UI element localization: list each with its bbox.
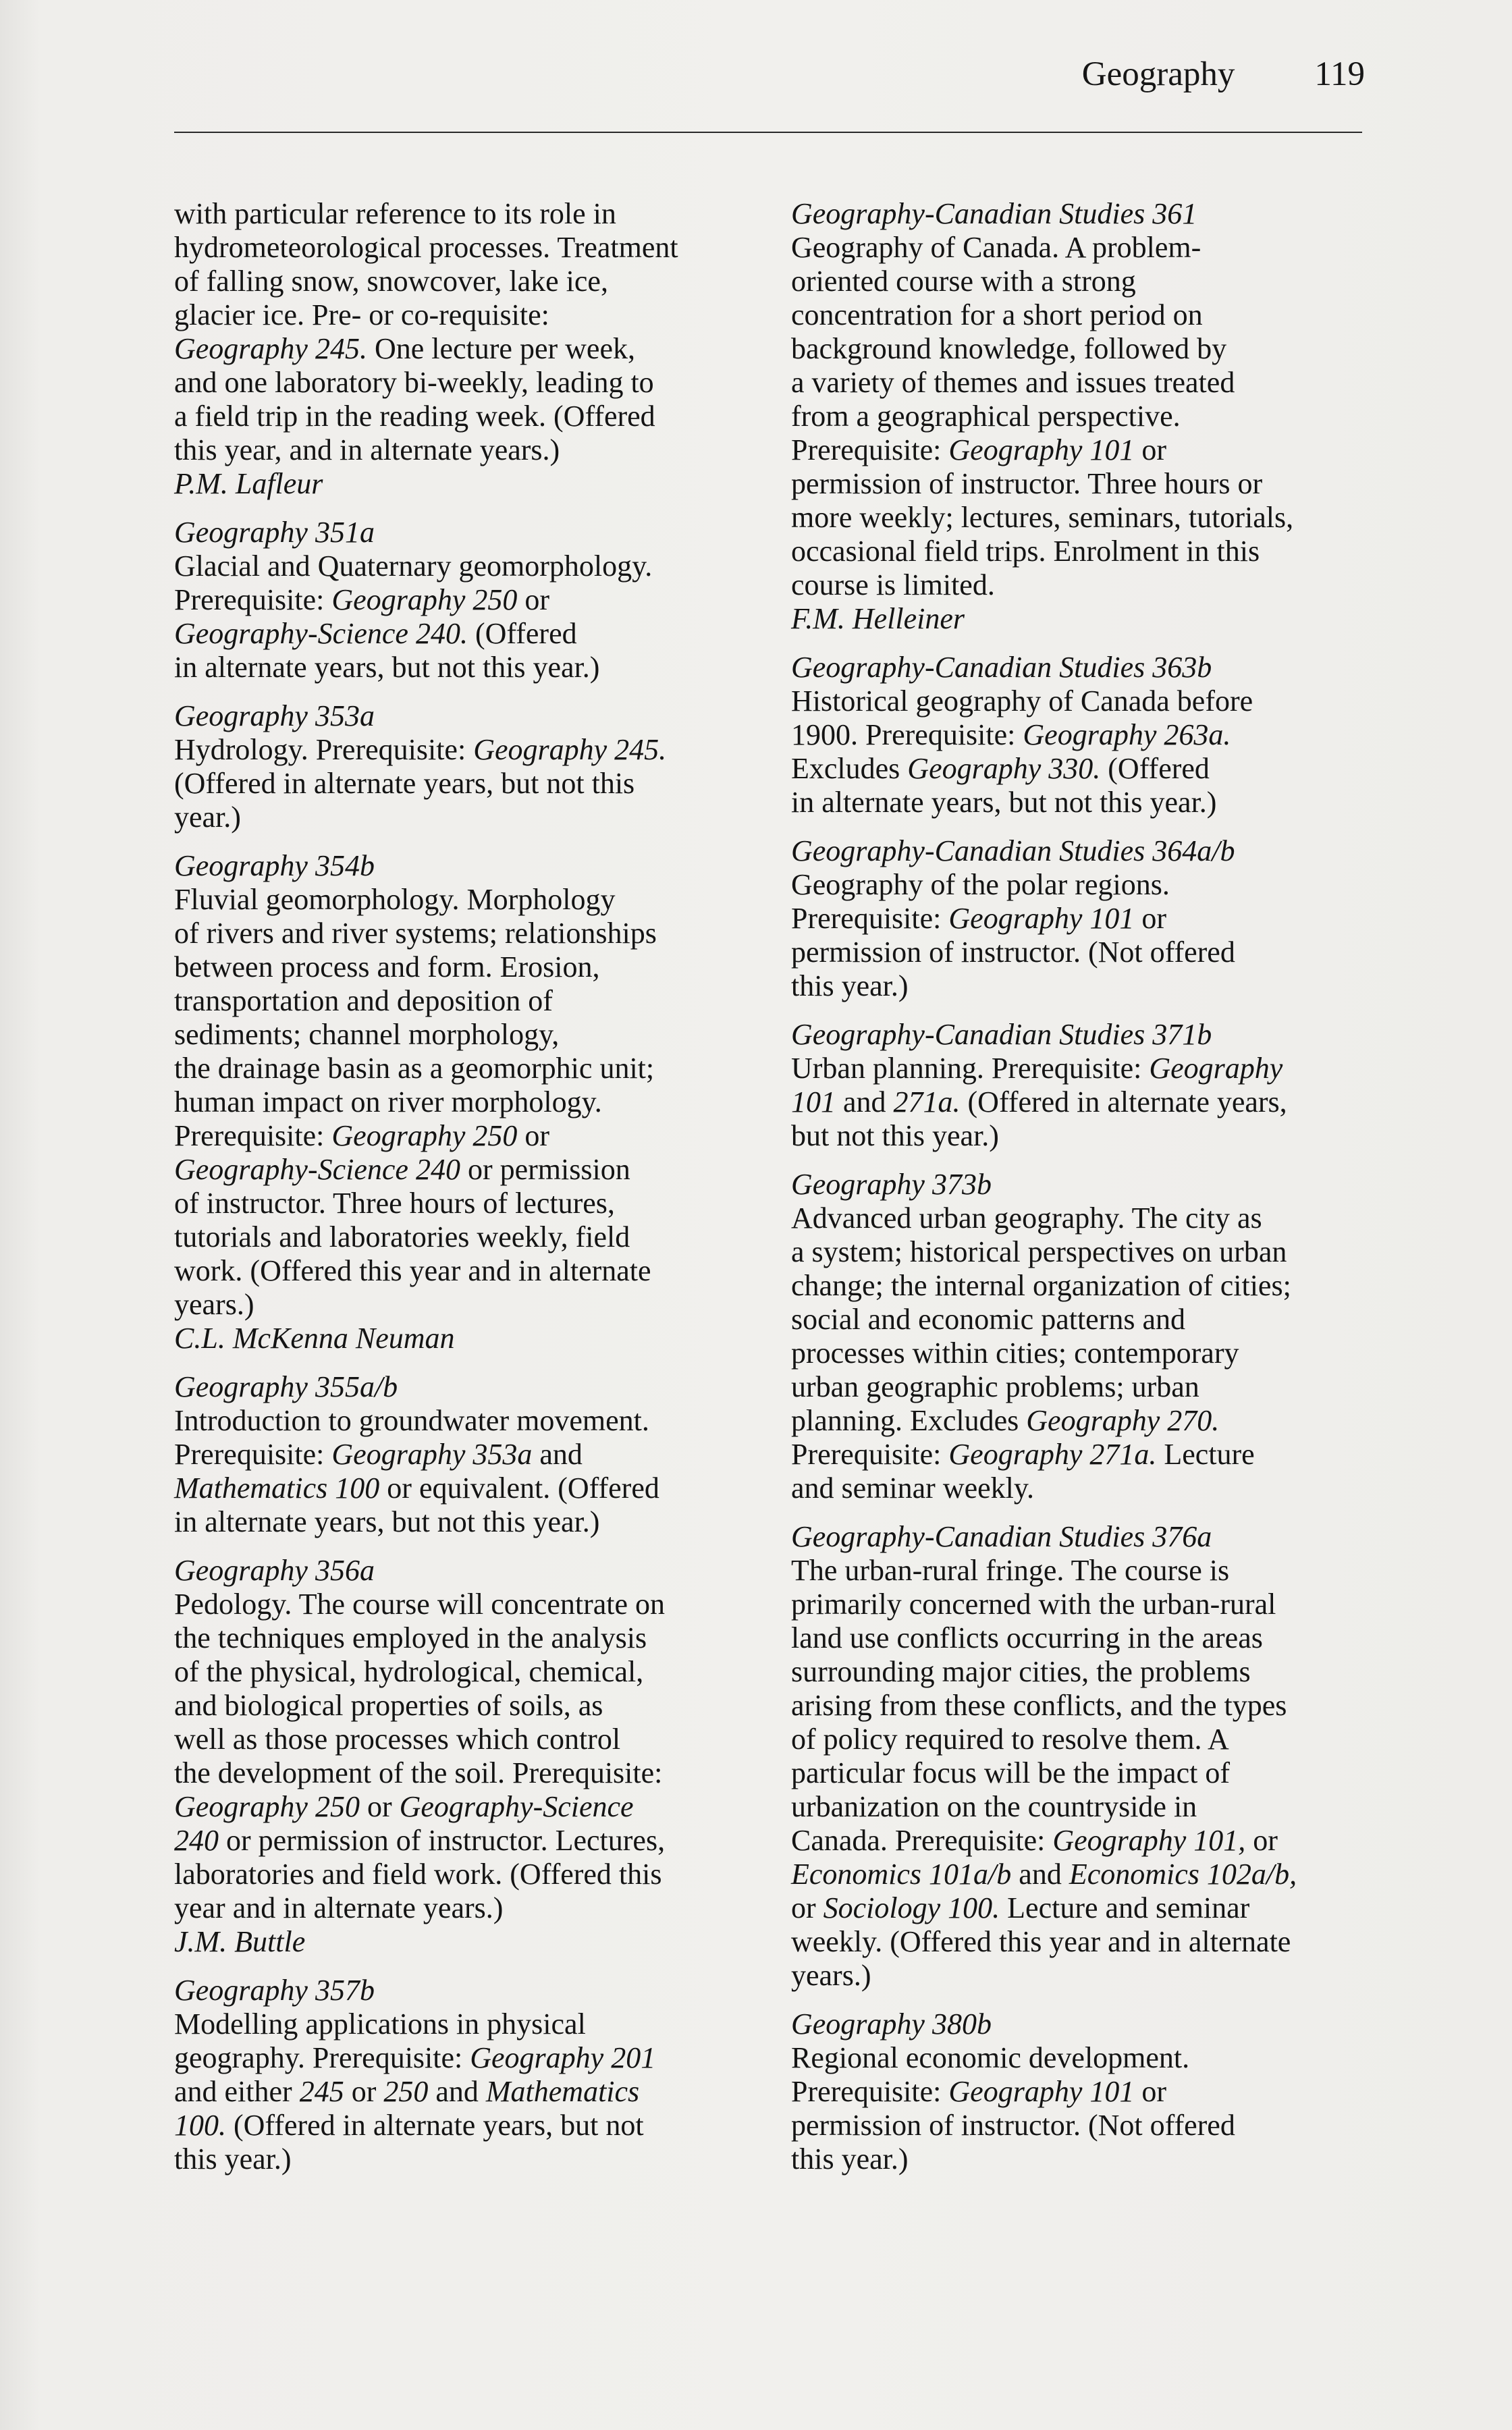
text-run: year.): [174, 801, 241, 834]
description-line: [791, 366, 1372, 400]
description-line: [791, 2109, 1372, 2142]
course-reference: Geography 250: [174, 1790, 360, 1823]
description-line: [791, 684, 1372, 718]
description-line: [174, 767, 755, 801]
course-heading: Geography-Canadian Studies 363b: [791, 651, 1212, 684]
text-run: well as those processes which control: [174, 1723, 621, 1756]
description-line: [791, 1438, 1372, 1472]
description-line: [174, 583, 755, 617]
description-line: [791, 969, 1372, 1003]
course-reference: Geography 245.: [174, 332, 367, 365]
description-line: [174, 1891, 755, 1925]
description-line: [791, 1723, 1372, 1756]
text-run: (Offered in alternate years, but not this: [174, 767, 635, 800]
description-line: [791, 752, 1372, 786]
description-line: [174, 883, 755, 917]
description-line: [791, 936, 1372, 969]
description-line: [174, 1588, 755, 1621]
description-line: [791, 1235, 1372, 1269]
description-line: [791, 400, 1372, 433]
text-run: year and in alternate years.): [174, 1891, 504, 1924]
course-reference: Geography 101,: [1052, 1824, 1246, 1857]
description-line: [174, 1220, 755, 1254]
description-line: [791, 1119, 1372, 1153]
course-reference: Geography 330.: [907, 752, 1101, 785]
course-heading: Geography 351a: [174, 516, 375, 549]
text-run: Lecture and seminar: [1000, 1891, 1250, 1924]
text-run: between process and form. Erosion,: [174, 950, 600, 983]
text-run: or: [1134, 433, 1167, 466]
text-run: (Offered in alternate years,: [960, 1085, 1287, 1118]
description-line: [174, 1119, 755, 1153]
text-run: Geography of the polar regions.: [791, 868, 1170, 901]
course-heading: Geography-Canadian Studies 371b: [791, 1018, 1212, 1051]
description-line: [174, 366, 755, 400]
text-run: Hydrology. Prerequisite:: [174, 733, 474, 766]
description-line: [791, 1303, 1372, 1336]
course-reference: 250: [383, 2075, 429, 2108]
text-run: a field trip in the reading week. (Offered: [174, 400, 655, 433]
course-reference: 101: [791, 1085, 836, 1118]
description-line: [791, 1655, 1372, 1689]
text-run: Modelling applications in physical: [174, 2007, 586, 2041]
running-head: [1082, 47, 1365, 101]
description-line: [174, 1689, 755, 1723]
description-line: [174, 2007, 755, 2041]
description-line: [174, 1404, 755, 1438]
description-line: [791, 1202, 1372, 1235]
description-line: [174, 801, 755, 834]
instructor-name: C.L. McKenna Neuman: [174, 1322, 455, 1355]
text-run: Prerequisite:: [791, 2075, 949, 2108]
description-line: [791, 2075, 1372, 2109]
instructor-name: P.M. Lafleur: [174, 467, 323, 500]
course-entry: [174, 1554, 755, 1959]
text-run: surrounding major cities, the problems: [791, 1655, 1251, 1688]
description-line: [791, 298, 1372, 332]
text-run: or: [359, 1790, 400, 1823]
text-run: or: [517, 583, 550, 616]
text-run: years.): [791, 1959, 871, 1992]
course-reference: Geography 250: [331, 583, 518, 616]
running-head-title: Geography: [1081, 55, 1235, 93]
description-line: [791, 1689, 1372, 1723]
description-line: [174, 1018, 755, 1052]
description-line: [791, 332, 1372, 366]
text-run: permission of instructor. (Not offered: [791, 936, 1235, 969]
description-line: [174, 1052, 755, 1085]
description-line: [791, 501, 1372, 535]
text-run: 1900. Prerequisite:: [791, 718, 1023, 751]
course-reference: Mathematics 100: [174, 1472, 380, 1505]
course-reference: Geography-Science: [399, 1790, 634, 1823]
text-run: processes within cities; contemporary: [791, 1336, 1239, 1370]
description-line: [174, 1085, 755, 1119]
description-line: [174, 651, 755, 684]
text-run: or: [517, 1119, 550, 1152]
course-heading: Geography 373b: [791, 1168, 992, 1201]
course-entry: [174, 1974, 755, 2176]
course-heading: Geography-Canadian Studies 364a/b: [791, 834, 1235, 867]
course-heading: Geography-Canadian Studies 376a: [791, 1520, 1212, 1553]
course-entry: [791, 2007, 1372, 2176]
description-line: [791, 1370, 1372, 1404]
text-run: years.): [174, 1288, 254, 1321]
description-line: [791, 433, 1372, 467]
course-reference: 245: [299, 2075, 344, 2108]
text-run: or permission of instructor. Lectures,: [219, 1824, 666, 1857]
text-run: this year.): [791, 2142, 909, 2176]
text-run: and: [532, 1438, 583, 1471]
text-run: and: [836, 1085, 894, 1118]
description-line: [791, 1269, 1372, 1303]
text-run: Prerequisite:: [174, 1119, 332, 1152]
description-line: [174, 2075, 755, 2109]
text-run: Prerequisite:: [174, 583, 332, 616]
text-run: but not this year.): [791, 1119, 999, 1152]
description-line: [174, 298, 755, 332]
text-run: Fluvial geomorphology. Morphology: [174, 883, 616, 916]
course-heading: Geography 353a: [174, 699, 375, 732]
description-line: [791, 467, 1372, 501]
course-reference: Sociology 100.: [823, 1891, 1000, 1924]
text-run: One lecture per week,: [367, 332, 635, 365]
description-line: [174, 1723, 755, 1756]
text-run: and one laboratory bi-weekly, leading to: [174, 366, 654, 399]
text-run: glacier ice. Pre- or co-requisite:: [174, 298, 549, 331]
text-run: (Offered in alternate years, but not: [226, 2109, 644, 2142]
description-line: [174, 2142, 755, 2176]
text-run: a system; historical perspectives on urban: [791, 1235, 1287, 1268]
text-run: of falling snow, snowcover, lake ice,: [174, 265, 608, 298]
description-line: [174, 1621, 755, 1655]
description-line: [791, 902, 1372, 936]
text-run: geography. Prerequisite:: [174, 2041, 470, 2074]
text-run: background knowledge, followed by: [791, 332, 1227, 365]
text-run: and seminar weekly.: [791, 1472, 1035, 1505]
description-line: [791, 1824, 1372, 1858]
description-line: [791, 718, 1372, 752]
text-run: or: [1134, 2075, 1167, 2108]
text-run: sediments; channel morphology,: [174, 1018, 560, 1051]
description-line: [174, 1505, 755, 1539]
description-line: [174, 1472, 755, 1505]
course-entry: [174, 516, 755, 684]
description-line: [791, 1925, 1372, 1959]
description-line: [791, 1085, 1372, 1119]
course-reference: Geography 353a: [331, 1438, 533, 1471]
course-reference: Economics 102a/b,: [1069, 1858, 1297, 1891]
text-run: change; the internal organization of cities;: [791, 1269, 1291, 1302]
header-rule: [174, 132, 1362, 133]
course-reference: Geography-Science 240.: [174, 617, 468, 650]
description-line: [791, 2142, 1372, 2176]
text-run: or: [344, 2075, 384, 2108]
description-line: [174, 1655, 755, 1689]
description-line: [791, 1588, 1372, 1621]
course-reference: Geography 101: [948, 902, 1135, 935]
text-run: concentration for a short period on: [791, 298, 1203, 331]
text-run: urbanization on the countryside in: [791, 1790, 1197, 1823]
text-run: human impact on river morphology.: [174, 1085, 602, 1118]
text-run: this year.): [791, 969, 909, 1002]
description-line: [174, 231, 755, 265]
description-line: [174, 1824, 755, 1858]
text-run: Prerequisite:: [791, 902, 949, 935]
course-entry: [791, 1168, 1372, 1505]
description-line: [791, 1621, 1372, 1655]
text-run: urban geographic problems; urban: [791, 1370, 1199, 1403]
text-run: or: [1134, 902, 1167, 935]
text-run: Introduction to groundwater movement.: [174, 1404, 649, 1437]
text-run: Advanced urban geography. The city as: [791, 1202, 1262, 1235]
text-run: Pedology. The course will concentrate on: [174, 1588, 666, 1621]
text-run: of instructor. Three hours of lectures,: [174, 1187, 615, 1220]
description-line: [791, 1756, 1372, 1790]
description-line: [174, 2109, 755, 2142]
course-entry: [174, 699, 755, 834]
text-run: primarily concerned with the urban-rural: [791, 1588, 1276, 1621]
description-line: [174, 1288, 755, 1322]
text-run: social and economic patterns and: [791, 1303, 1186, 1336]
text-run: particular focus will be the impact of: [791, 1756, 1230, 1789]
text-run: this year, and in alternate years.): [174, 433, 560, 466]
description-line: [174, 1153, 755, 1187]
text-run: this year.): [174, 2142, 292, 2176]
course-reference: Economics 101a/b: [791, 1858, 1012, 1891]
course-reference: Geography-Science 240: [174, 1153, 460, 1186]
course-reference: Mathematics: [485, 2075, 640, 2108]
description-line: [174, 917, 755, 950]
description-line: [174, 400, 755, 433]
text-run: Prerequisite:: [791, 1438, 949, 1471]
text-run: (Offered: [467, 617, 577, 650]
course-reference: Geography 271a.: [948, 1438, 1157, 1471]
description-line: [174, 265, 755, 298]
course-entry: [791, 1520, 1372, 1993]
course-entry: [174, 1370, 755, 1539]
description-line: [791, 1404, 1372, 1438]
text-run: laboratories and field work. (Offered this: [174, 1858, 662, 1891]
course-entry: [174, 197, 755, 501]
description-line: [174, 950, 755, 984]
course-entry: [791, 834, 1372, 1003]
text-run: of the physical, hydrological, chemical,: [174, 1655, 644, 1688]
course-reference: Geography: [1149, 1052, 1283, 1085]
description-line: [174, 1254, 755, 1288]
text-run: Excludes: [791, 752, 908, 785]
description-line: [791, 786, 1372, 819]
text-run: Canada. Prerequisite:: [791, 1824, 1053, 1857]
course-entry: [791, 651, 1372, 819]
description-line: [174, 2041, 755, 2075]
description-line: [791, 868, 1372, 902]
text-run: course is limited.: [791, 568, 995, 601]
course-entry: [791, 197, 1372, 636]
text-run: oriented course with a strong: [791, 265, 1136, 298]
text-run: or: [791, 1891, 824, 1924]
description-line: [791, 1959, 1372, 1993]
course-heading: Geography 354b: [174, 849, 375, 882]
text-run: permission of instructor. (Not offered: [791, 2109, 1235, 2142]
text-run: Urban planning. Prerequisite:: [791, 1052, 1150, 1085]
course-heading: Geography 355a/b: [174, 1370, 398, 1403]
text-run: Prerequisite:: [174, 1438, 332, 1471]
description-line: [174, 1858, 755, 1891]
text-run: the drainage basin as a geomorphic unit;: [174, 1052, 655, 1085]
text-run: (Offered: [1100, 752, 1210, 785]
text-run: transportation and deposition of: [174, 984, 553, 1017]
course-heading: Geography 357b: [174, 1974, 375, 2007]
text-run: occasional field trips. Enrolment in this: [791, 535, 1260, 568]
course-heading: Geography 356a: [174, 1554, 375, 1587]
text-run: and: [1011, 1858, 1069, 1891]
text-run: or equivalent. (Offered: [379, 1472, 659, 1505]
text-run: in alternate years, but not this year.): [791, 786, 1217, 819]
text-run: a variety of themes and issues treated: [791, 366, 1235, 399]
text-run: and: [428, 2075, 486, 2108]
course-entry: [174, 849, 755, 1355]
description-line: [174, 549, 755, 583]
text-run: Prerequisite:: [791, 433, 949, 466]
text-run: in alternate years, but not this year.): [174, 651, 600, 684]
right-column: [791, 197, 1372, 2191]
text-run: tutorials and laboratories weekly, field: [174, 1220, 630, 1253]
course-reference: Geography 263a.: [1023, 718, 1231, 751]
text-run: in alternate years, but not this year.): [174, 1505, 600, 1538]
description-line: [791, 568, 1372, 602]
course-reference: 100.: [174, 2109, 226, 2142]
course-reference: Geography 245.: [473, 733, 667, 766]
text-run: permission of instructor. Three hours or: [791, 467, 1263, 500]
course-heading: Geography 380b: [791, 2007, 992, 2041]
text-run: planning. Excludes: [791, 1404, 1027, 1437]
course-reference: 271a.: [893, 1085, 961, 1118]
description-line: [174, 332, 755, 366]
description-line: [791, 535, 1372, 568]
description-line: [174, 197, 755, 231]
description-line: [791, 2041, 1372, 2075]
course-heading: Geography-Canadian Studies 361: [791, 197, 1197, 230]
text-run: the development of the soil. Prerequisite:: [174, 1756, 663, 1789]
text-run: or: [1245, 1824, 1278, 1857]
course-reference: Geography 101: [948, 433, 1135, 466]
description-line: [791, 265, 1372, 298]
text-run: of rivers and river systems; relationships: [174, 917, 657, 950]
text-run: Glacial and Quaternary geomorphology.: [174, 549, 653, 583]
description-line: [791, 1790, 1372, 1824]
description-line: [791, 231, 1372, 265]
instructor-name: J.M. Buttle: [174, 1925, 306, 1958]
text-run: arising from these conflicts, and the types: [791, 1689, 1287, 1722]
description-line: [791, 1472, 1372, 1505]
text-run: work. (Offered this year and in alternate: [174, 1254, 651, 1287]
text-run: of policy required to resolve them. A: [791, 1723, 1229, 1756]
text-run: The urban-rural fringe. The course is: [791, 1554, 1230, 1587]
course-reference: Geography 250: [331, 1119, 518, 1152]
left-column: [174, 197, 755, 2191]
text-run: from a geographical perspective.: [791, 400, 1181, 433]
text-run: with particular reference to its role in: [174, 197, 616, 230]
description-line: [791, 1554, 1372, 1588]
text-run: the techniques employed in the analysis: [174, 1621, 647, 1654]
course-entry: [791, 1018, 1372, 1153]
text-run: Historical geography of Canada before: [791, 684, 1253, 718]
description-line: [174, 984, 755, 1018]
instructor-name: F.M. Helleiner: [791, 602, 965, 635]
text-run: weekly. (Offered this year and in alternate: [791, 1925, 1291, 1958]
course-reference: Geography 201: [470, 2041, 656, 2074]
page-number: 119: [1314, 55, 1365, 93]
text-run: more weekly; lectures, seminars, tutorials,: [791, 501, 1294, 534]
course-reference: 240: [174, 1824, 219, 1857]
description-line: [791, 1858, 1372, 1891]
text-run: and either: [174, 2075, 300, 2108]
description-line: [791, 1336, 1372, 1370]
course-reference: Geography 101: [948, 2075, 1135, 2108]
description-line: [174, 617, 755, 651]
text-run: Regional economic development.: [791, 2041, 1190, 2074]
description-line: [174, 1438, 755, 1472]
text-run: land use conflicts occurring in the areas: [791, 1621, 1263, 1654]
description-line: [174, 733, 755, 767]
description-line: [174, 1790, 755, 1824]
description-line: [791, 1052, 1372, 1085]
description-line: [174, 433, 755, 467]
text-run: hydrometeorological processes. Treatment: [174, 231, 678, 264]
text-run: and biological properties of soils, as: [174, 1689, 603, 1722]
course-reference: Geography 270.: [1026, 1404, 1220, 1437]
description-line: [791, 1891, 1372, 1925]
description-line: [174, 1187, 755, 1220]
description-line: [174, 1756, 755, 1790]
text-run: Lecture: [1156, 1438, 1255, 1471]
text-run: or permission: [460, 1153, 630, 1186]
text-run: Geography of Canada. A problem-: [791, 231, 1202, 264]
